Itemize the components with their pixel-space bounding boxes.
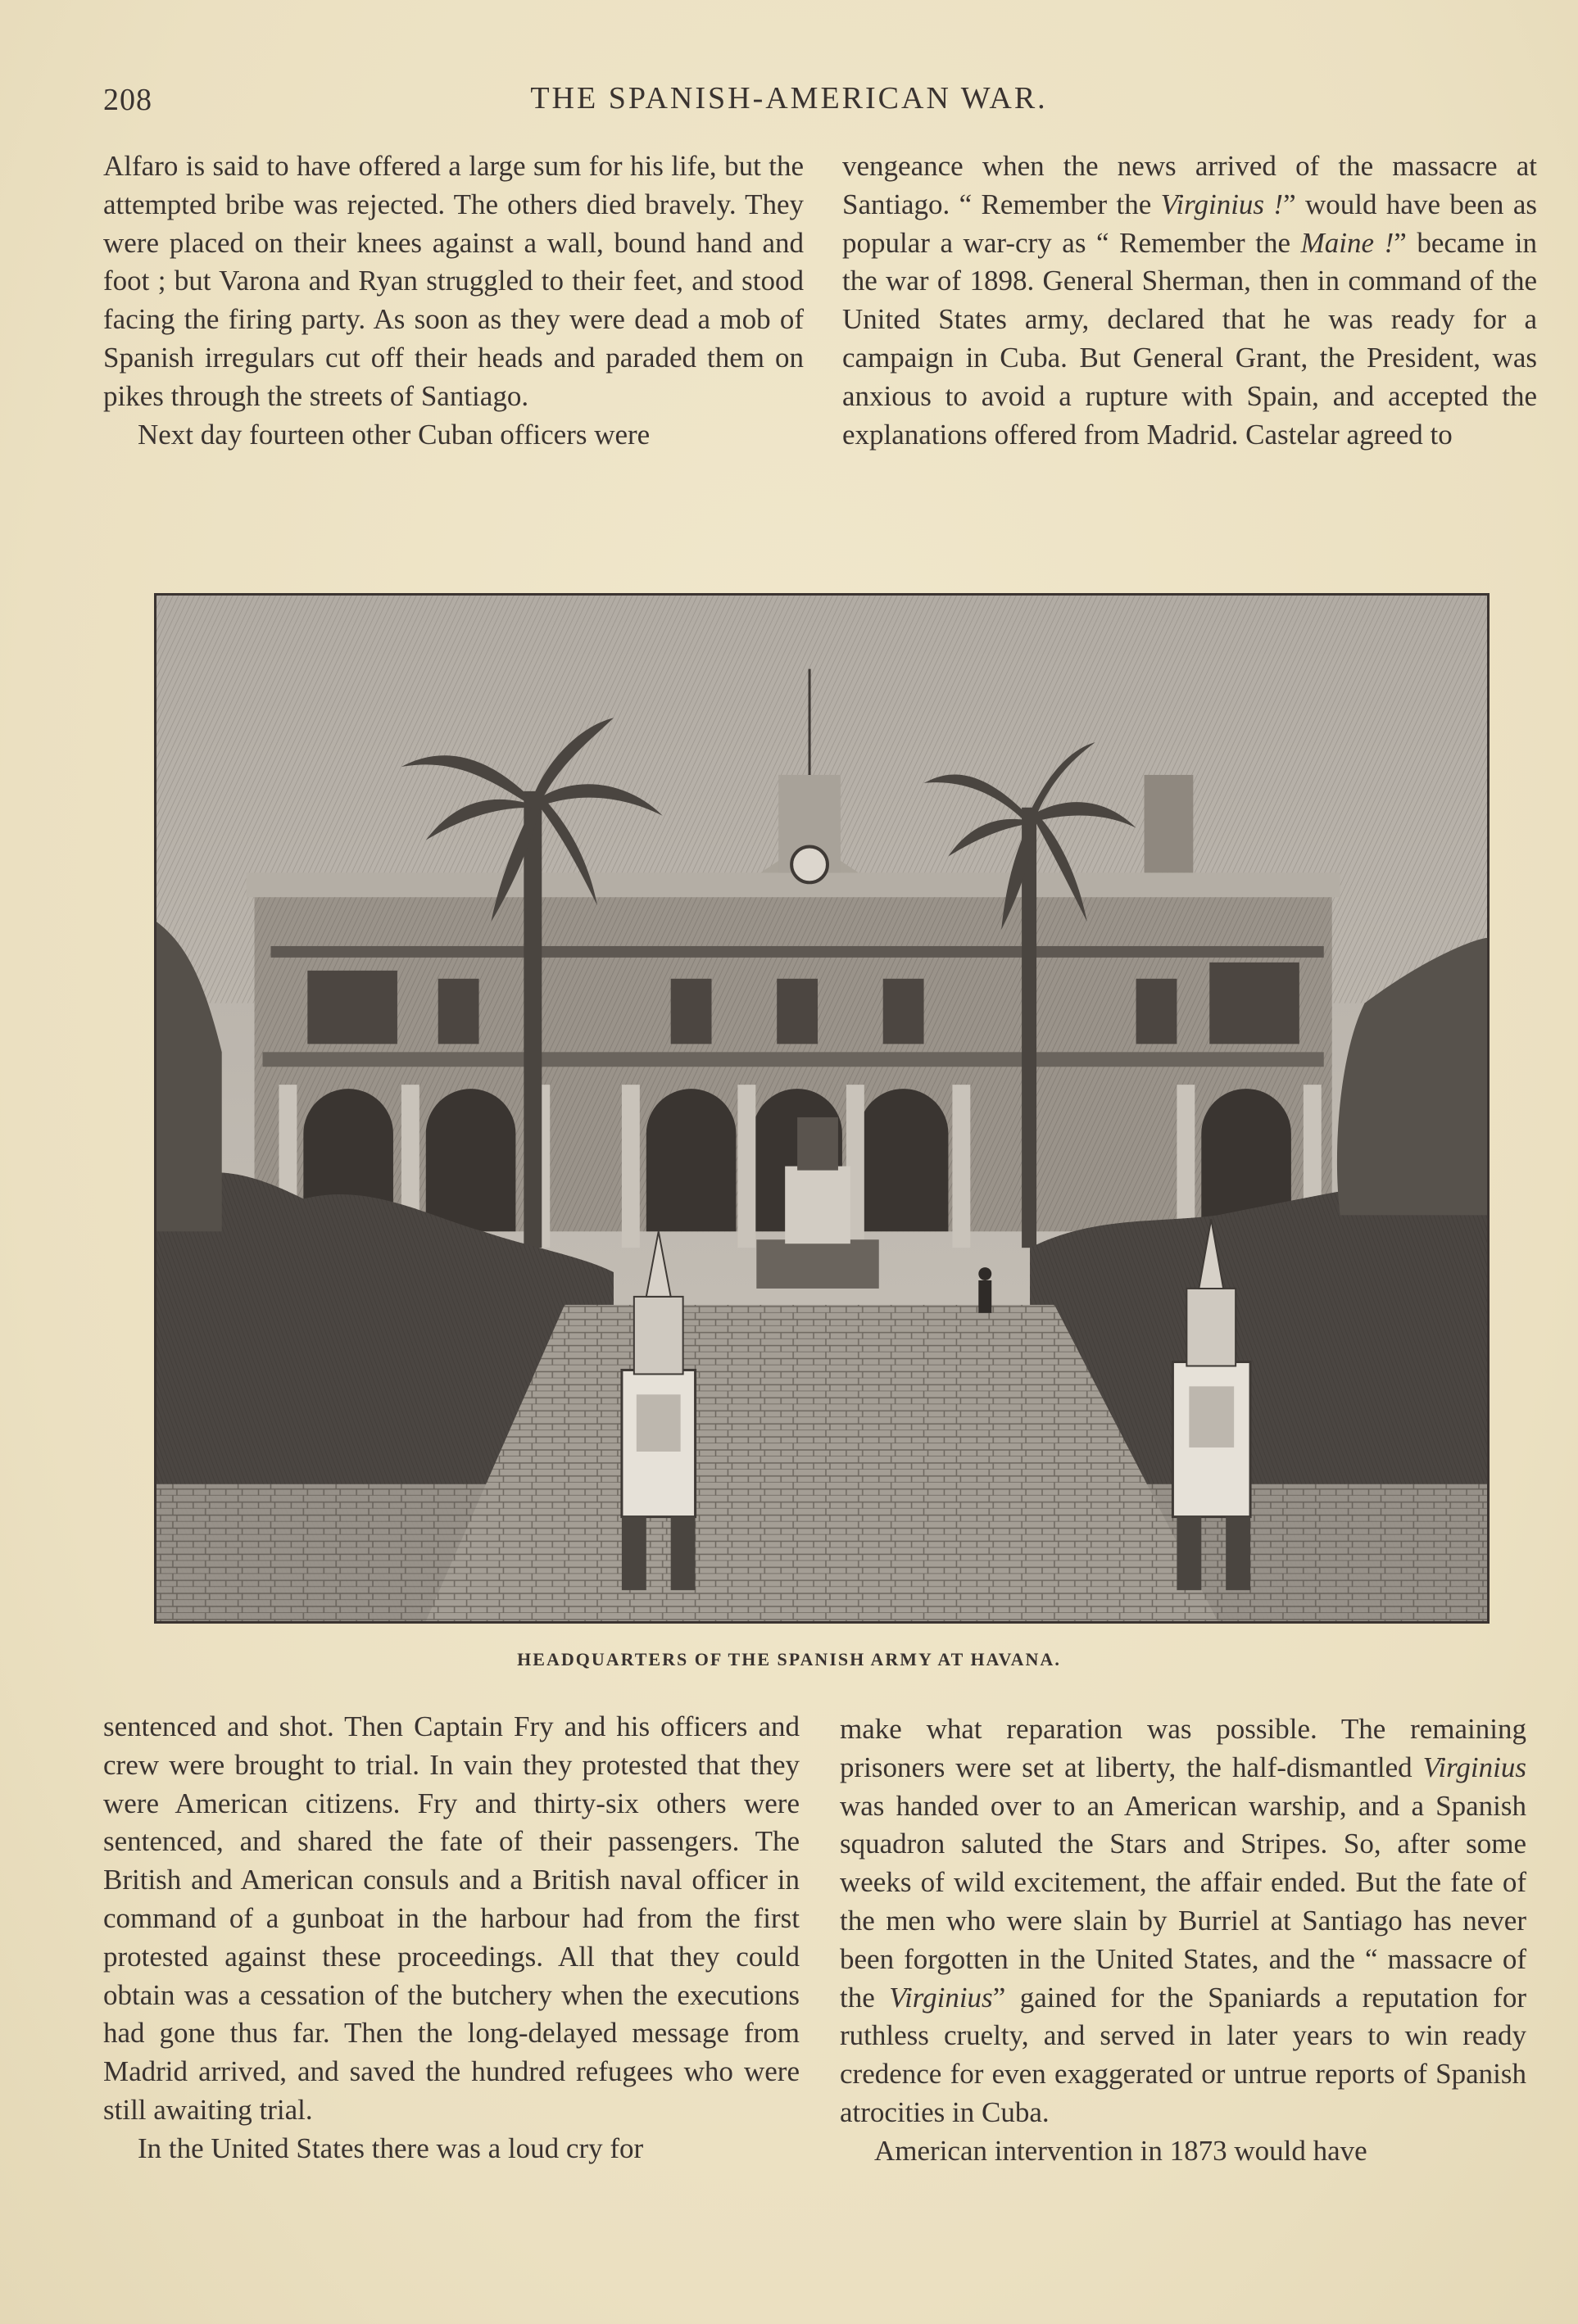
paragraph: American intervention in 1873 would have: [874, 2134, 1367, 2167]
page-number: 208: [103, 83, 152, 117]
text-run: make what reparation was possible. The remaining prisoners were set at liberty, the half-dismantled: [840, 1713, 1526, 1783]
engraving-illustration: [154, 593, 1490, 1624]
figure-caption: HEADQUARTERS OF THE SPANISH ARMY AT HAVANA.: [517, 1649, 1061, 1669]
havana-headquarters-engraving: [156, 596, 1487, 1621]
walking-figure: [978, 1267, 991, 1313]
paragraph: [840, 1710, 1526, 2132]
text-run: vengeance when the news arrived of the massacre at Santiago. “ Remember the: [842, 150, 1537, 220]
column-top-right: [842, 147, 1537, 454]
ship-name: Maine !: [1300, 226, 1394, 259]
text-run: ” became in the war of 1898. General Sherman, then in command of the United States army, declared that he was ready for a campaign in Cuba. But General Grant, the President, was anxious to avoid a rupture with Spain, and accepted the explanations offered from Madrid. Castelar agreed to: [842, 226, 1538, 451]
running-title: THE SPANISH-AMERICAN WAR.: [530, 81, 1048, 116]
ship-name: Virginius !: [1160, 188, 1284, 220]
text-run: ” gained for the Spaniards a reputation for ruthless cruelty, and served in later years to win ready credence for even exaggerated or untrue reports of Spanish atrocities in Cuba.: [840, 1981, 1526, 2128]
paragraph: Alfaro is said to have offered a large sum for his life, but the attempted bribe was rejected. The others died bravely. They were placed on their knees against a wall, bound hand and foot ; but Varona and Ryan struggled to their feet, and stood facing the firing party. As soon as they were dead a mob of Spanish irregulars cut off their heads and paraded them on pikes through the streets of Santiago.: [103, 150, 804, 412]
paragraph: [842, 147, 1537, 454]
text-run: ” would have been as popular a war-cry as “ Remember the: [842, 188, 1537, 259]
text-run: was handed over to an American warship, and a Spanish squadron saluted the Stars and Stripes. So, after some weeks of wild excitement, the affair ended. But the fate of the men who were slain by Burriel at Santiago has never been forgotten in the United States, and the “ massacre of the: [840, 1789, 1526, 2014]
column-bottom-left: [103, 1708, 800, 2168]
column-bottom-right: [840, 1710, 1526, 2171]
ship-name: Virginius: [889, 1981, 993, 2014]
paragraph: sentenced and shot. Then Captain Fry and his officers and crew were brought to trial. In vain they protested that they were American citizens. Fry and thirty-six others were sentenced, and shared the fate of their passengers. The British and American consuls and a British naval officer in command of a gunboat in the harbour had from the first protested against these proceedings. All that they could obtain was a cessation of the butchery when the executions had gone thus far. Then the long-delayed message from Madrid arrived, and saved the hundred refugees who were still awaiting trial.: [103, 1710, 800, 2126]
column-top-left: [103, 147, 804, 454]
paragraph: Next day fourteen other Cuban officers were: [138, 418, 651, 451]
paragraph: In the United States there was a loud cry for: [138, 2131, 644, 2164]
ship-name: Virginius: [1422, 1751, 1526, 1783]
